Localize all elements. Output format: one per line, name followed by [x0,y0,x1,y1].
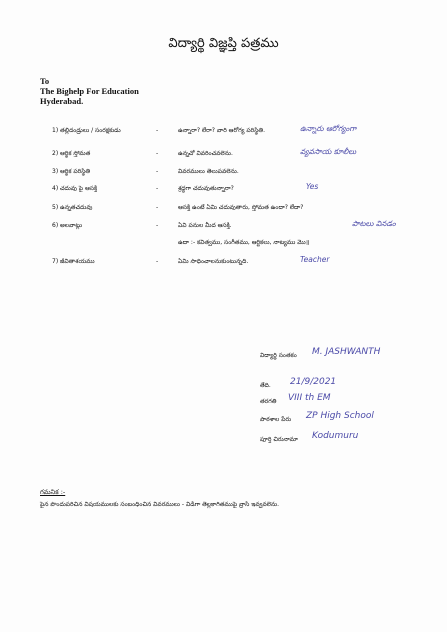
class-field [260,393,331,406]
question-row-financial-means [0,147,447,164]
meta-handwritten-value: M. JASHWANTH [312,347,381,357]
question-row-life-goal [0,255,447,272]
row-number: 6) [52,222,59,229]
row-handwritten-answer: Teacher [300,255,330,264]
row-number: 3) [52,168,59,175]
row-label: ఆర్థిక స్తోమత [60,150,91,157]
student-signature-field [260,347,381,360]
question-row-higher-studies [0,204,447,218]
row-number: 5) [52,204,59,211]
row-dash: - [156,127,159,134]
note-text: పైన పొందుపరిచిన విషయములకు సంబంధించిన వివరములు - విడిగా తెల్లకాగితముపై వ్రాసి ఇవ్వవలెను. [40,501,280,508]
row-dash: - [156,204,159,211]
row-number: 4) [52,185,59,192]
school-name-field [260,411,374,424]
meta-label: విద్యార్థి సంతకం [260,352,297,359]
row-dash: - [156,222,159,229]
row-question: వివరములు తెలుపవలెను. [178,168,239,175]
row-question: ఉన్నారా? లేరా? వారి ఆరోగ్య పరిస్థితి. [178,127,266,134]
row-label: చదువు పై ఆసక్తి [60,185,98,192]
meta-handwritten-value: Kodumuru [312,431,359,441]
meta-label: తరగతి [260,398,277,405]
meta-label: తేది. [260,382,271,389]
row-label: ఉన్నతచదువు [60,204,93,211]
row-question: ఉన్నచో వివరించవలెను. [178,150,233,157]
document-title: విద్యార్థి విజ్ఞప్తి పత్రము [168,36,279,51]
meta-label: పాఠశాల పేరు [260,416,292,423]
recipient-address [40,76,139,106]
row-handwritten-answer: ఉన్నారు ఆరోగ్యంగా [300,124,357,133]
address-line-org: The Bighelp For Education [40,86,139,96]
habits-example-line: ఉదా :- కవిత్వము, సంగీతము, ఆర్టికలు, నాట్యము మొ॥ [178,239,310,246]
row-dash: - [156,150,159,157]
row-question: ఏమి సాధించాలనుకుంటున్నది. [178,258,249,265]
row-number: 7) [52,258,59,265]
full-address-field [260,431,359,444]
row-handwritten-answer: Yes [306,182,319,191]
row-dash: - [156,185,159,192]
row-label: జీవితాశయము [60,258,95,265]
question-row-parents [0,124,447,141]
row-number: 2) [52,150,59,157]
address-line-city: Hyderabad. [40,96,84,106]
question-row-habits [0,219,447,236]
row-label: అలవాట్లు [60,222,83,229]
meta-label: పూర్తి చిరునామా [260,436,298,443]
meta-handwritten-value: VIII th EM [288,393,331,403]
question-row-financial-status [0,168,447,182]
row-label: తల్లిదండ్రులు / సంరక్షకుడు [60,127,121,134]
date-field [260,377,337,390]
meta-handwritten-value: ZP High School [306,411,374,421]
row-dash: - [156,258,159,265]
note-heading: గమనిక :- [40,488,66,496]
row-question: ఆసక్తి ఉంటే ఏమి చదువుతారు, స్తోమత ఉందా? లేదా? [178,204,304,211]
meta-handwritten-value: 21/9/2021 [290,377,337,387]
question-row-study-interest [0,182,447,199]
row-label: ఆర్థిక పరిస్థితి [60,168,91,175]
row-handwritten-answer: పాటలు వినడం [352,219,396,228]
address-line-to: To [40,76,50,86]
row-question: ఏవి పనుల మీద ఆసక్తి. [178,222,232,229]
row-dash: - [156,168,159,175]
row-handwritten-answer: వ్యవసాయ కూలీలు [300,147,357,156]
row-number: 1) [52,127,59,134]
row-question: శ్రద్ధగా చదువుతున్నారా? [178,185,234,192]
